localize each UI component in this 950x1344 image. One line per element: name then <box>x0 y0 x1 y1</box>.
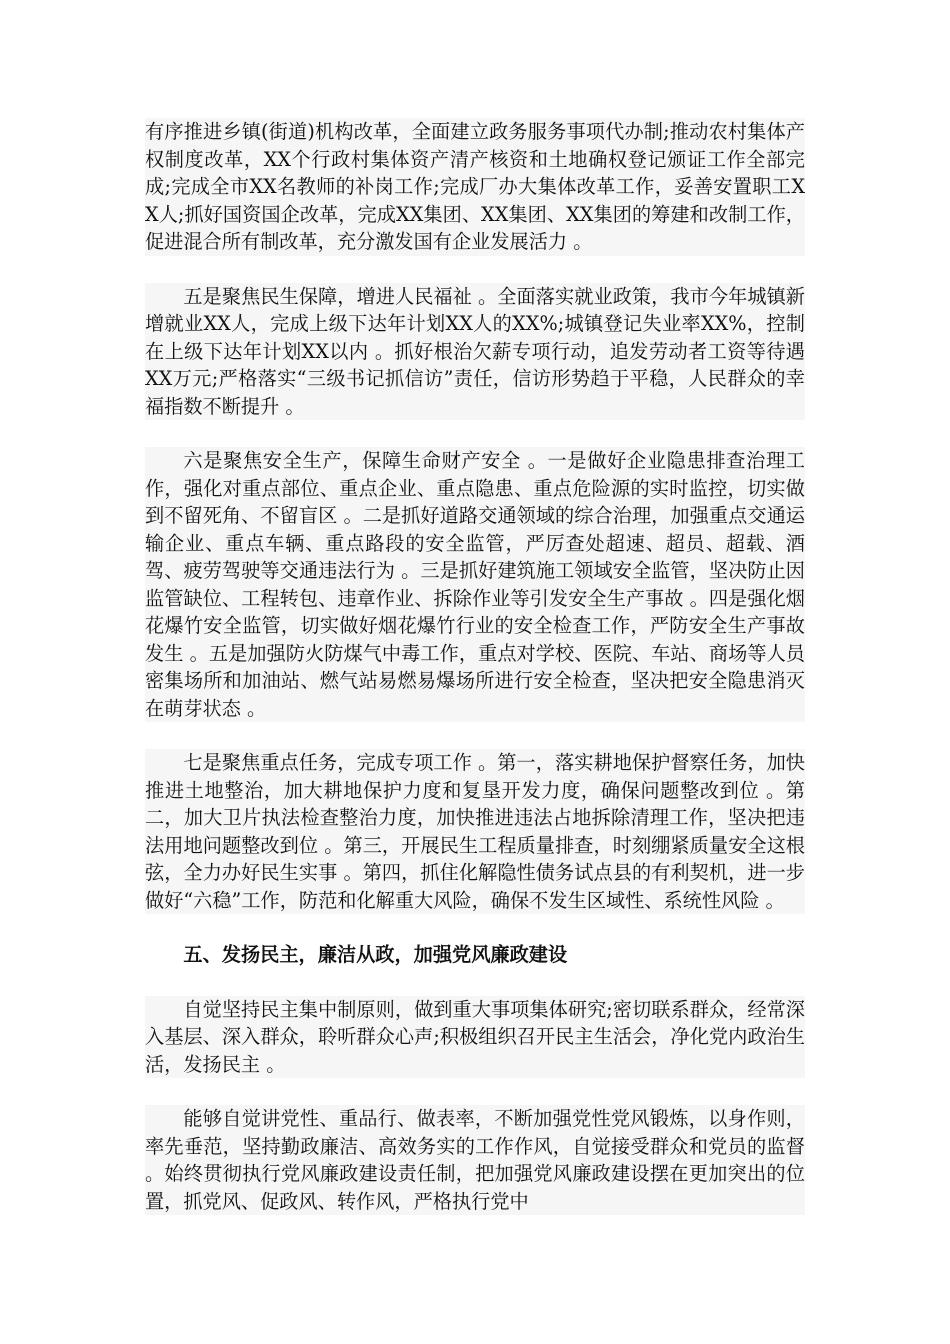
paragraph-livelihood: 五是聚焦民生保障，增进人民福祉 。全面落实就业政策，我市今年城镇新增就业XX人，完成上级下达年计划XX人的XX%;城镇登记失业率XX%，控制在上级下达年计划XX以内 。抓好根治欠薪专项行动，追发劳动者工资等待遇XX万元;严格落实“三级书记抓信访”责任，信访形势趋于平稳，人民群众的幸福指数不断提升 。 <box>145 283 805 421</box>
paragraph-gap <box>145 256 805 283</box>
document-page <box>145 118 805 1215</box>
paragraph-gap <box>145 1078 805 1105</box>
paragraph-democracy: 自觉坚持民主集中制原则，做到重大事项集体研究;密切联系群众，经常深入基层、深入群众，聆听群众心声;积极组织召开民主生活会，净化党内政治生活，发扬民主 。 <box>145 996 805 1079</box>
section-heading: 五、发扬民主，廉洁从政，加强党风廉政建设 <box>145 941 805 969</box>
paragraph-gap <box>145 969 805 996</box>
paragraph-safety: 六是聚焦安全生产，保障生命财产安全 。一是做好企业隐患排查治理工作，强化对重点部位、重点企业、重点隐患、重点危险源的实时监控，切实做到不留死角、不留盲区 。二是抓好道路交通领域的综合治理，加强重点交通运输企业、重点车辆、重点路段的安全监管，严厉查处超速、超员、超载、酒驾、疲劳驾驶等交通违法行为 。三是抓好建筑施工领域安全监管，坚决防止因监管缺位、工程转包、违章作业、拆除作业等引发安全生产事故 。四是强化烟花爆竹安全监管，切实做好烟花爆竹行业的安全检查工作，严防安全生产事故发生 。五是加强防火防煤气中毒工作，重点对学校、医院、车站、商场等人员密集场所和加油站、燃气站易燃易爆场所进行安全检查，坚决把安全隐患消灭在萌芽状态 。 <box>145 447 805 722</box>
paragraph-gap <box>145 914 805 941</box>
paragraph-gap <box>145 420 805 447</box>
paragraph-integrity: 能够自觉讲党性、重品行、做表率，不断加强党性党风锻炼，以身作则，率先垂范，坚持勤政廉洁、高效务实的工作作风，自觉接受群众和党员的监督 。始终贯彻执行党风廉政建设责任制，把加强党风廉政建设摆在更加突出的位置，抓党风、促政风、转作风，严格执行党中 <box>145 1105 805 1215</box>
paragraph-key-tasks: 七是聚焦重点任务，完成专项工作 。第一，落实耕地保护督察任务，加快推进土地整治，加大耕地保护力度和复垦开发力度，确保问题整改到位 。第二，加大卫片执法检查整治力度，加快推进违法占地拆除清理工作，坚决把违法用地问题整改到位 。第三，开展民生工程质量排查，时刻绷紧质量安全这根弦，全力办好民生实事 。第四，抓住化解隐性债务试点县的有利契机，进一步做好“六稳”工作，防范和化解重大风险，确保不发生区域性、系统性风险 。 <box>145 749 805 914</box>
paragraph-gap <box>145 722 805 749</box>
paragraph-reform: 有序推进乡镇(街道)机构改革，全面建立政务服务事项代办制;推动农村集体产权制度改革，XX个行政村集体资产清产核资和土地确权登记颁证工作全部完成;完成全市XX名教师的补岗工作;完成厂办大集体改革工作，妥善安置职工XX人;抓好国资国企改革，完成XX集团、XX集团、XX集团的筹建和改制工作，促进混合所有制改革，充分激发国有企业发展活力 。 <box>145 118 805 256</box>
